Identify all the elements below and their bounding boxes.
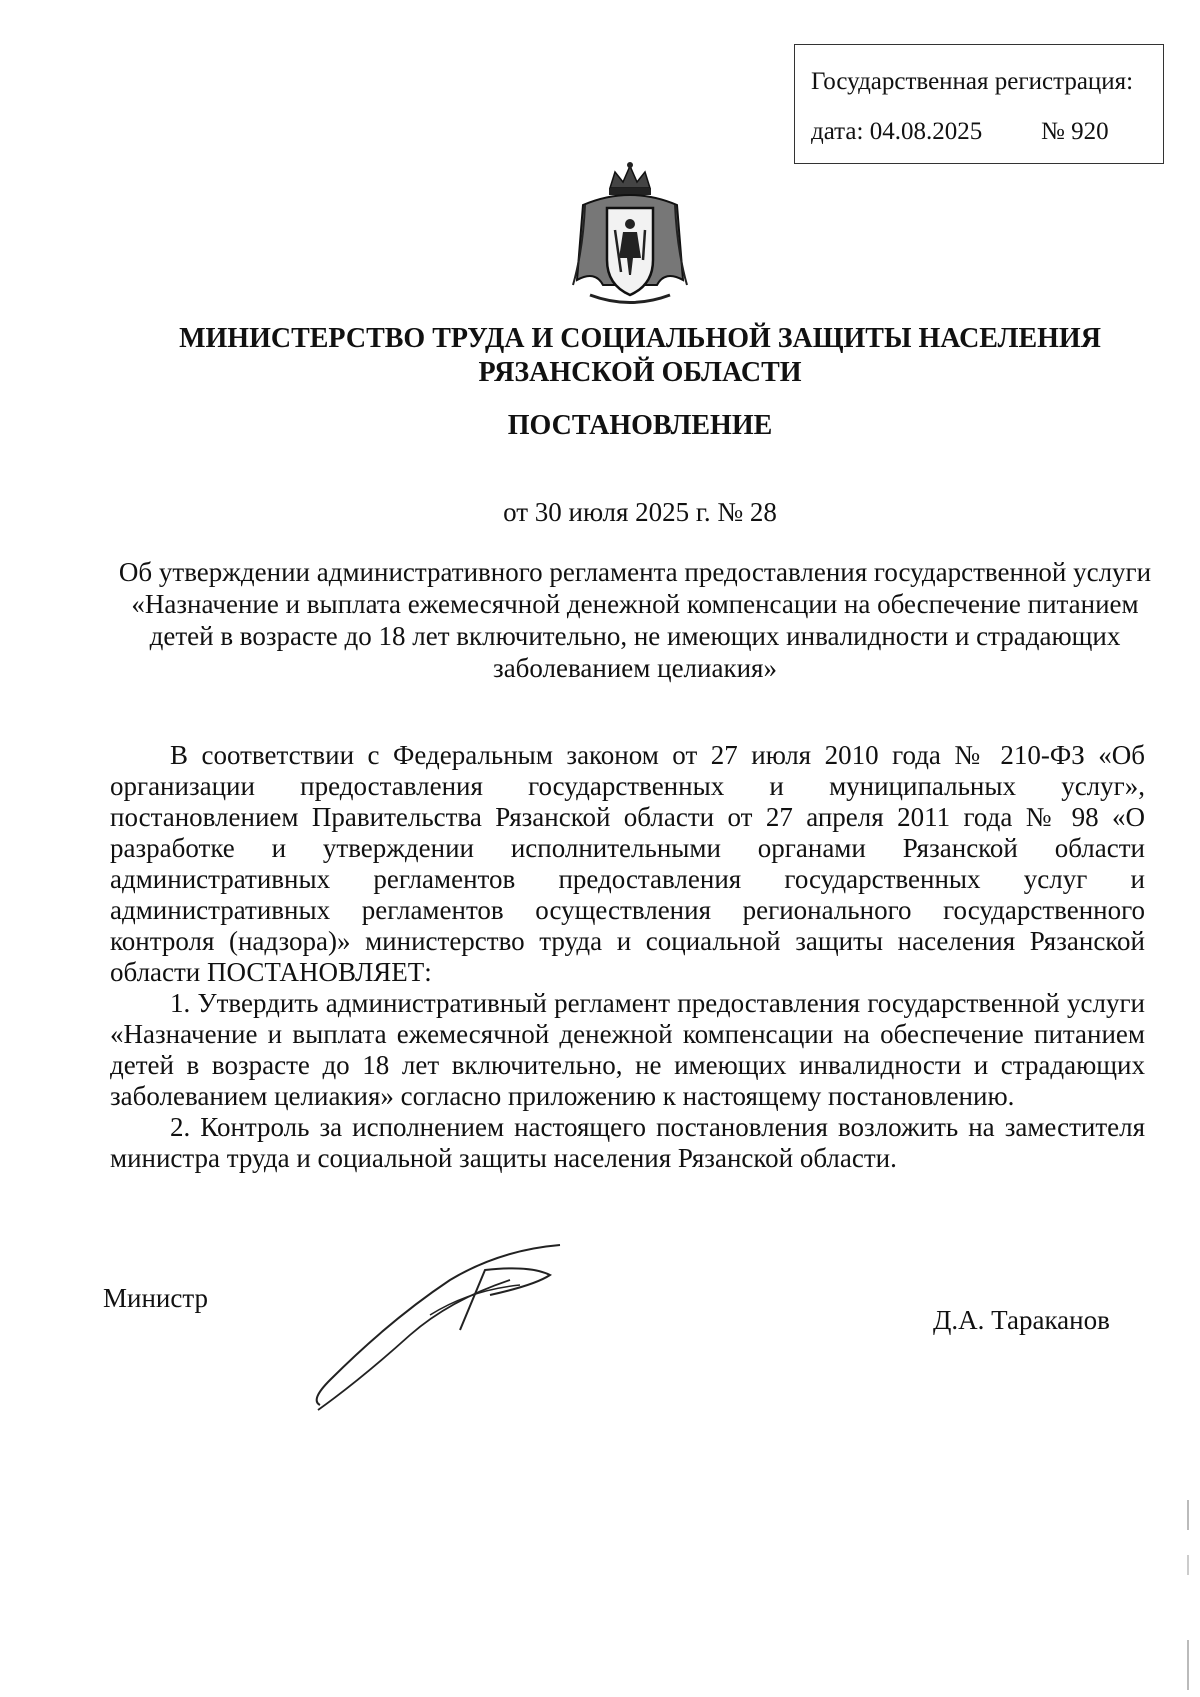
item-2-paragraph: 2. Контроль за исполнением настоящего постановления возложить на заместителя министра труда и социальной защиты населения Рязанской области.	[110, 1112, 1145, 1173]
registration-stamp	[794, 44, 1164, 164]
handwritten-signature	[300, 1240, 630, 1420]
document-type: ПОСТАНОВЛЕНИЕ	[507, 410, 773, 441]
ministry-name-line2: РЯЗАНСКОЙ ОБЛАСТИ	[478, 357, 802, 388]
document-date: от 30 июля 2025 г. № 28	[503, 497, 777, 527]
signer-name: Д.А. Тараканов	[933, 1305, 1110, 1335]
preamble-paragraph: В соответствии с Федеральным законом от 27 июля 2010 года № 210-ФЗ «Об организации предоставления государственных и муниципальных услуг», постановлением Правительства Рязанской области от 27 апреля 2011 года № 98 «О разработке и утверждении исполнительными органами Рязанской области административных регламентов предоставления государственных услуг и административных регламентов осуществления регионального государственного контроля (надзора)» министерство труда и социальной защиты населения Рязанской области ПОСТАНОВЛЯЕТ:	[110, 740, 1145, 987]
ministry-name	[110, 322, 1170, 390]
document-body	[110, 740, 1145, 1174]
item-1-paragraph: 1. Утвердить административный регламент предоставления государственной услуги «Назначение и выплата ежемесячной денежной компенсации на обеспечение питанием детей в возрасте до 18 лет включительно, не имеющих инвалидности и страдающих заболеванием целиакия» согласно приложению к настоящему постановлению.	[110, 988, 1145, 1111]
registration-number: № 920	[1041, 118, 1109, 145]
document-subject: Об утверждении административного регламента предоставления государственной услуги «Назначение и выплата ежемесячной денежной компенсации на обеспечение питанием детей в возрасте до 18 лет включительно, не имеющих инвалидности и страдающих заболеванием целиакия»	[118, 557, 1152, 683]
scan-edge-marks	[1185, 1500, 1191, 1690]
registration-date: дата: 04.08.2025	[811, 118, 983, 145]
ryazan-coat-of-arms-icon	[565, 160, 695, 310]
signer-title: Министр	[103, 1283, 208, 1313]
registration-title: Государственная регистрация:	[811, 68, 1134, 95]
ministry-name-line1: МИНИСТЕРСТВО ТРУДА И СОЦИАЛЬНОЙ ЗАЩИТЫ НАСЕЛЕНИЯ	[179, 323, 1101, 354]
